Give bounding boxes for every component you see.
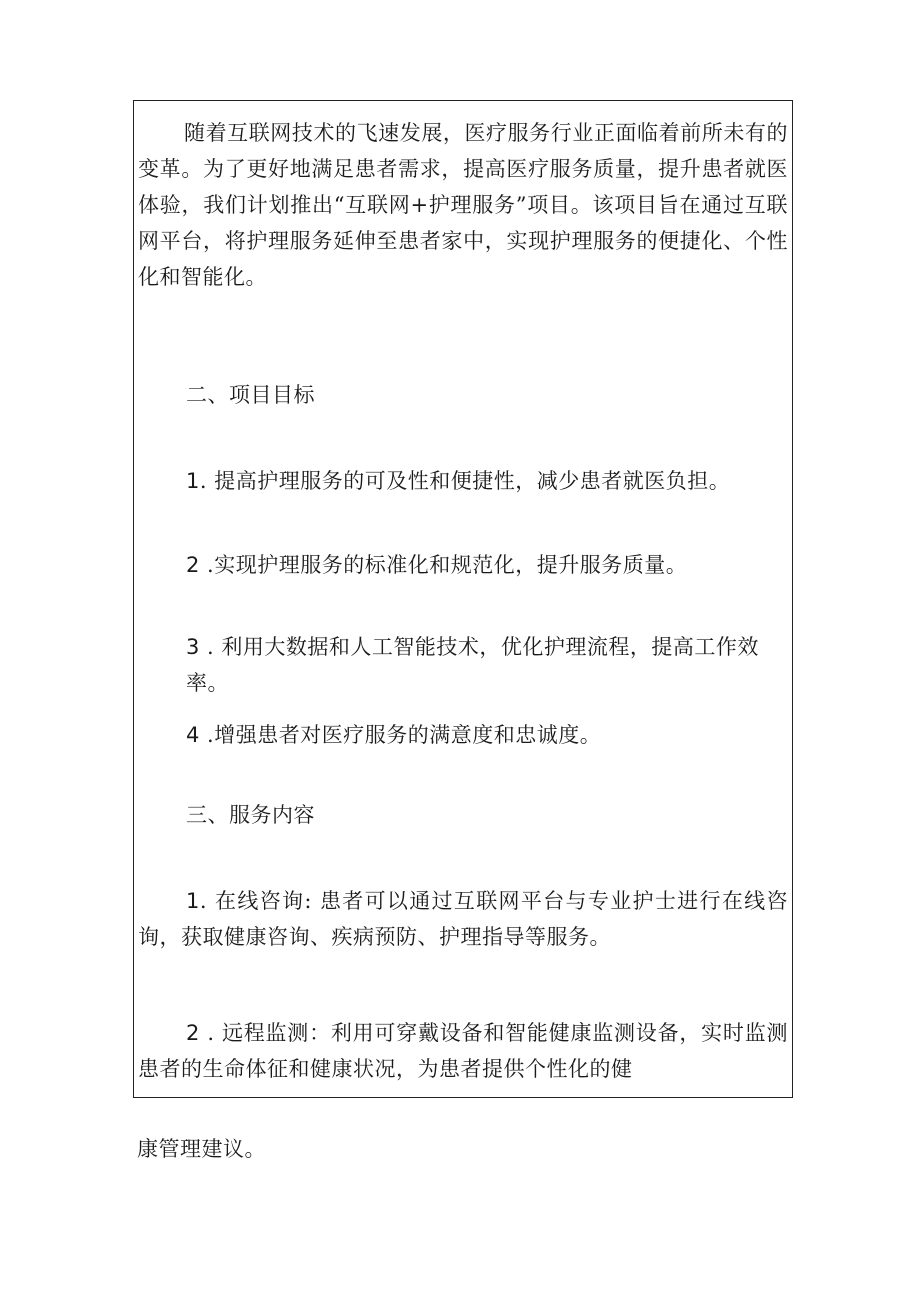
service-item-2 (138, 1015, 788, 1087)
service-item-number: 1 (186, 889, 200, 913)
goal-item-number: 4 (186, 723, 200, 747)
service-item-text: . 远程监测：利用可穿戴设备和智能健康监测设备，实时监测患者的生命体征和健康状况，为患者提供个性化的健 (138, 1021, 788, 1081)
goal-item-text: . 利用大数据和人工智能技术，优化护理流程，提高工作效率。 (186, 635, 759, 695)
section-heading-services: 三、服务内容 (186, 803, 315, 827)
service-item-text: . 在线咨询: 患者可以通过互联网平台与专业护士进行在线咨询，获取健康咨询、疾病预防、护理指导等服务。 (138, 889, 788, 949)
goal-item-number: 2 (186, 553, 200, 577)
service-item-1 (138, 883, 788, 955)
goal-item-text: .实现护理服务的标准化和规范化，提升服务质量。 (199, 553, 688, 577)
goal-item-text: .增强患者对医疗服务的满意度和忠诚度。 (199, 723, 602, 747)
goal-item-2 (186, 547, 788, 583)
section-heading-goals: 二、项目目标 (186, 383, 315, 407)
goal-item-1 (186, 463, 788, 499)
document-table-cell (133, 100, 793, 1098)
service-item-number: 2 (186, 1021, 200, 1045)
goal-item-3 (186, 629, 788, 701)
goal-item-number: 1 (186, 469, 200, 493)
intro-paragraph: 随着互联网技术的飞速发展，医疗服务行业正面临着前所未有的变革。为了更好地满足患者需求，提高医疗服务质量，提升患者就医体验，我们计划推出“互联网+护理服务”项目。该项目旨在通过互联网平台，将护理服务延伸至患者家中，实现护理服务的便捷化、个性化和智能化。 (138, 121, 788, 289)
goal-item-4 (186, 717, 788, 753)
goal-item-text: . 提高护理服务的可及性和便捷性，减少患者就医负担。 (199, 469, 731, 493)
overflow-text: 康管理建议。 (137, 1137, 266, 1161)
goal-item-number: 3 (186, 635, 200, 659)
